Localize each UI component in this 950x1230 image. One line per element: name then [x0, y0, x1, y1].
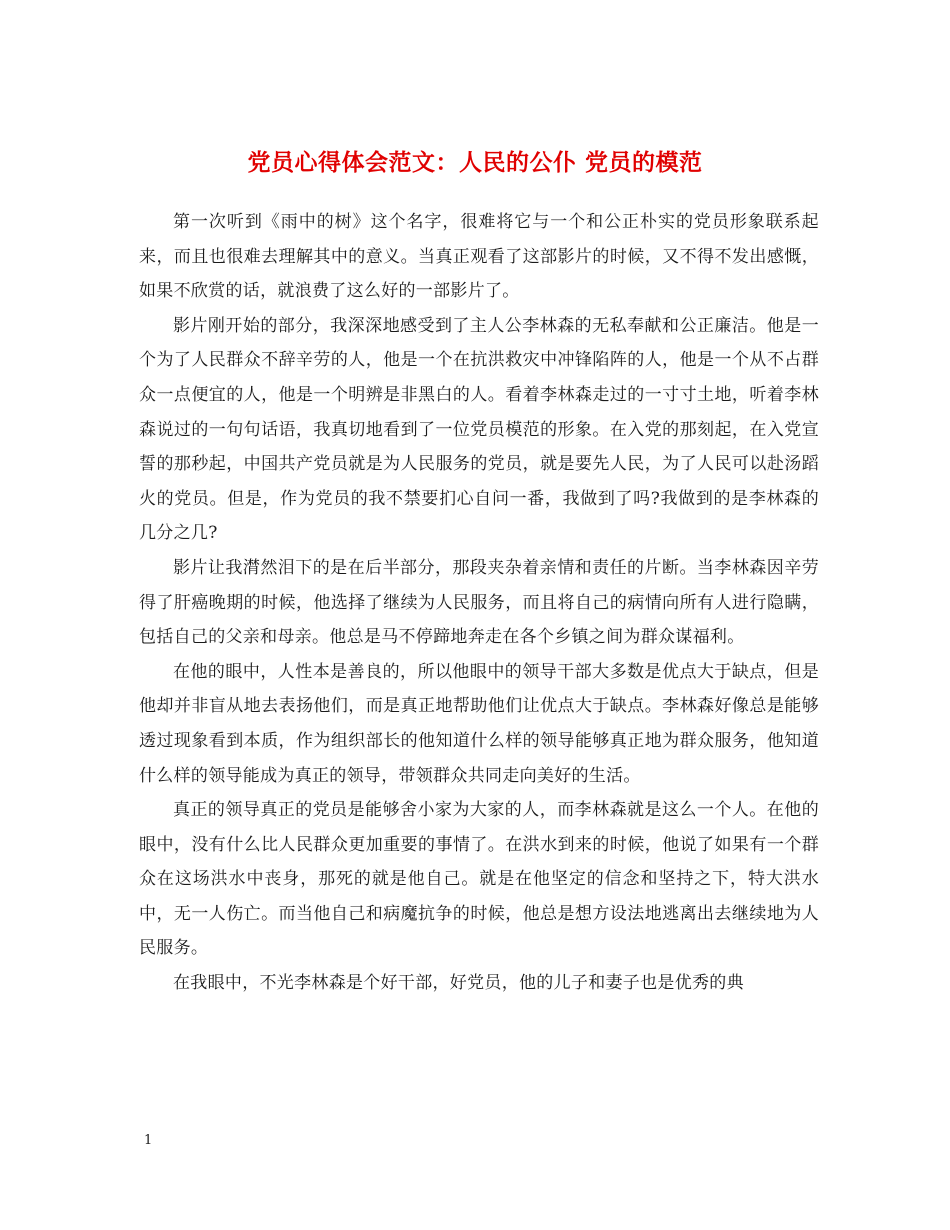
page-number: 1 [144, 1133, 153, 1148]
document-title: 党员心得体会范文：人民的公仆 党员的模范 [247, 149, 703, 177]
paragraph-1: 第一次听到《雨中的树》这个名字，很难将它与一个和公正朴实的党员形象联系起来，而且也很难去理解其中的意义。当真正观看了这部影片的时候，又不得不发出感慨，如果不欣赏的话，就浪费了这么好的一部影片了。 [139, 212, 819, 302]
paragraph-4: 在他的眼中，人性本是善良的，所以他眼中的领导干部大多数是优点大于缺点，但是他却并非盲从地去表扬他们，而是真正地帮助他们让优点大于缺点。李林森好像总是能够透过现象看到本质，作为组织部长的他知道什么样的领导能够真正地为群众服务，他知道什么样的领导能成为真正的领导，带领群众共同走向美好的生活。 [139, 661, 819, 786]
paragraph-6: 在我眼中，不光李林森是个好干部，好党员，他的儿子和妻子也是优秀的典 [173, 973, 744, 994]
document-body [139, 205, 819, 1001]
paragraph-5: 真正的领导真正的党员是能够舍小家为大家的人，而李林森就是这么一个人。在他的眼中，没有什么比人民群众更加重要的事情了。在洪水到来的时候，他说了如果有一个群众在这场洪水中丧身，那死的就是他自己。就是在他坚定的信念和坚持之下，特大洪水中，无一人伤亡。而当他自己和病魔抗争的时候，他总是想方设法地逃离出去继续地为人民服务。 [139, 800, 819, 959]
paragraph-3: 影片让我潸然泪下的是在后半部分，那段夹杂着亲情和责任的片断。当李林森因辛劳得了肝癌晚期的时候，他选择了继续为人民服务，而且将自己的病情向所有人进行隐瞒，包括自己的父亲和母亲。他总是马不停蹄地奔走在各个乡镇之间为群众谋福利。 [139, 557, 819, 648]
paragraph-2: 影片刚开始的部分，我深深地感受到了主人公李林森的无私奉献和公正廉洁。他是一个为了人民群众不辞辛劳的人，他是一个在抗洪救灾中冲锋陷阵的人，他是一个从不占群众一点便宜的人，他是一个明辨是非黑白的人。看着李林森走过的一寸寸土地，听着李林森说过的一句句话语，我真切地看到了一位党员模范的形象。在入党的那刻起，在入党宣誓的那秒起，中国共产党员就是为人民服务的党员，就是要先人民，为了人民可以赴汤蹈火的党员。但是，作为党员的我不禁要扪心自问一番，我做到了吗?我做到的是李林森的几分之几? [139, 315, 819, 544]
